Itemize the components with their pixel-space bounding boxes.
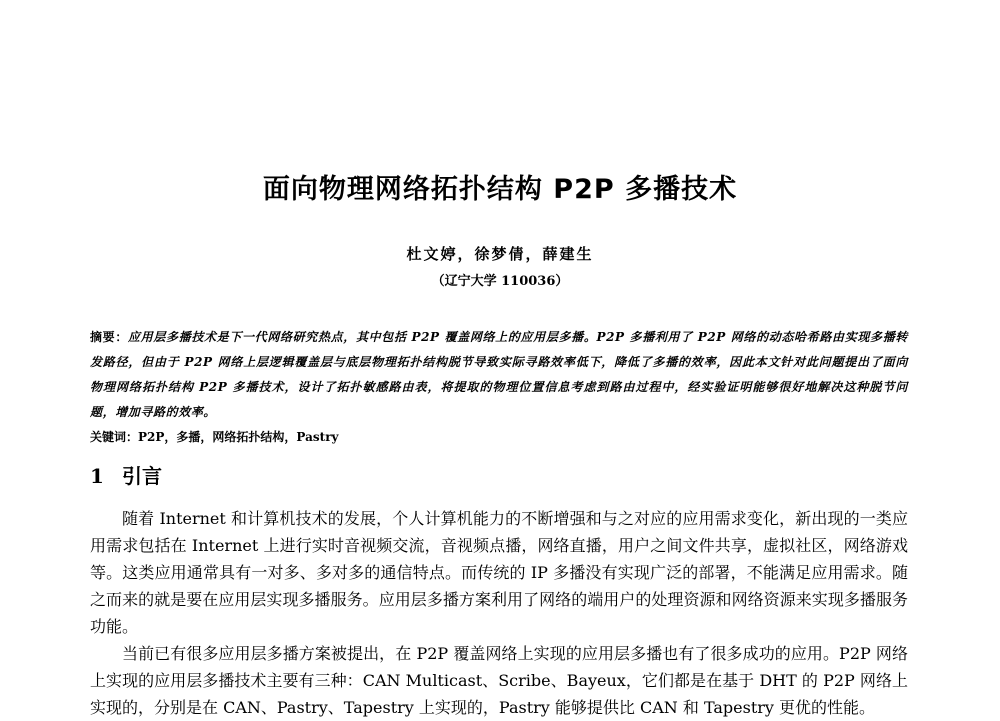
body-text (90, 505, 908, 721)
abstract (90, 325, 908, 425)
section-number: 1 (90, 464, 104, 488)
abstract-text: 应用层多播技术是下一代网络研究热点，其中包括 P2P 覆盖网络上的应用层多播。P2P 多播利用了 P2P 网络的动态哈希路由实现多播转发路径，但由于 P2P 网络上层逻辑覆盖层与底层物理拓扑结构脱节导致实际寻路效率低下，降低了多播的效率，因此本文针对此问题提出了面向物理网络拓扑结构 P2P 多播技术，设计了拓扑敏感路由表，将提取的物理位置信息考虑到路由过程中，经实验证明能够很好地解决这种脱节问题，增加寻路的效率。 (90, 330, 908, 419)
paper-affiliation: （辽宁大学 110036） (431, 274, 569, 289)
paper-authors: 杜文婷，徐梦倩，薛建生 (406, 245, 594, 263)
keywords-text: P2P，多播，网络拓扑结构，Pastry (138, 430, 339, 444)
paper-title: 面向物理网络拓扑结构 P2P 多播技术 (262, 174, 738, 205)
abstract-label: 摘要： (90, 330, 128, 344)
section-heading (90, 461, 162, 491)
body-paragraph: 当前已有很多应用层多播方案被提出，在 P2P 覆盖网络上实现的应用层多播也有了很多成功的应用。P2P 网络上实现的应用层多播技术主要有三种：CAN Multicast、Scribe、Bayeux，它们都是在基于 DHT 的 P2P 网络上实现的，分别是在 CAN、Pastry、Tapestry 上实现的，Pastry 能够提供比 CAN 和 Tapestry 更优的性能。 (90, 644, 908, 717)
keywords-label: 关键词： (90, 430, 139, 444)
section-title: 引言 (122, 464, 162, 488)
keywords (90, 425, 908, 450)
body-paragraph: 随着 Internet 和计算机技术的发展，个人计算机能力的不断增强和与之对应的应用需求变化，新出现的一类应用需求包括在 Internet 上进行实时音视频交流，音视频点播，网络直播，用户之间文件共享，虚拟社区，网络游戏等。这类应用通常具有一对多、多对多的通信特点。而传统的 IP 多播没有实现广泛的部署，不能满足应用需求。随之而来的就是要在应用层实现多播服务。应用层多播方案利用了网络的端用户的处理资源和网络资源来实现多播服务功能。 (90, 509, 908, 636)
